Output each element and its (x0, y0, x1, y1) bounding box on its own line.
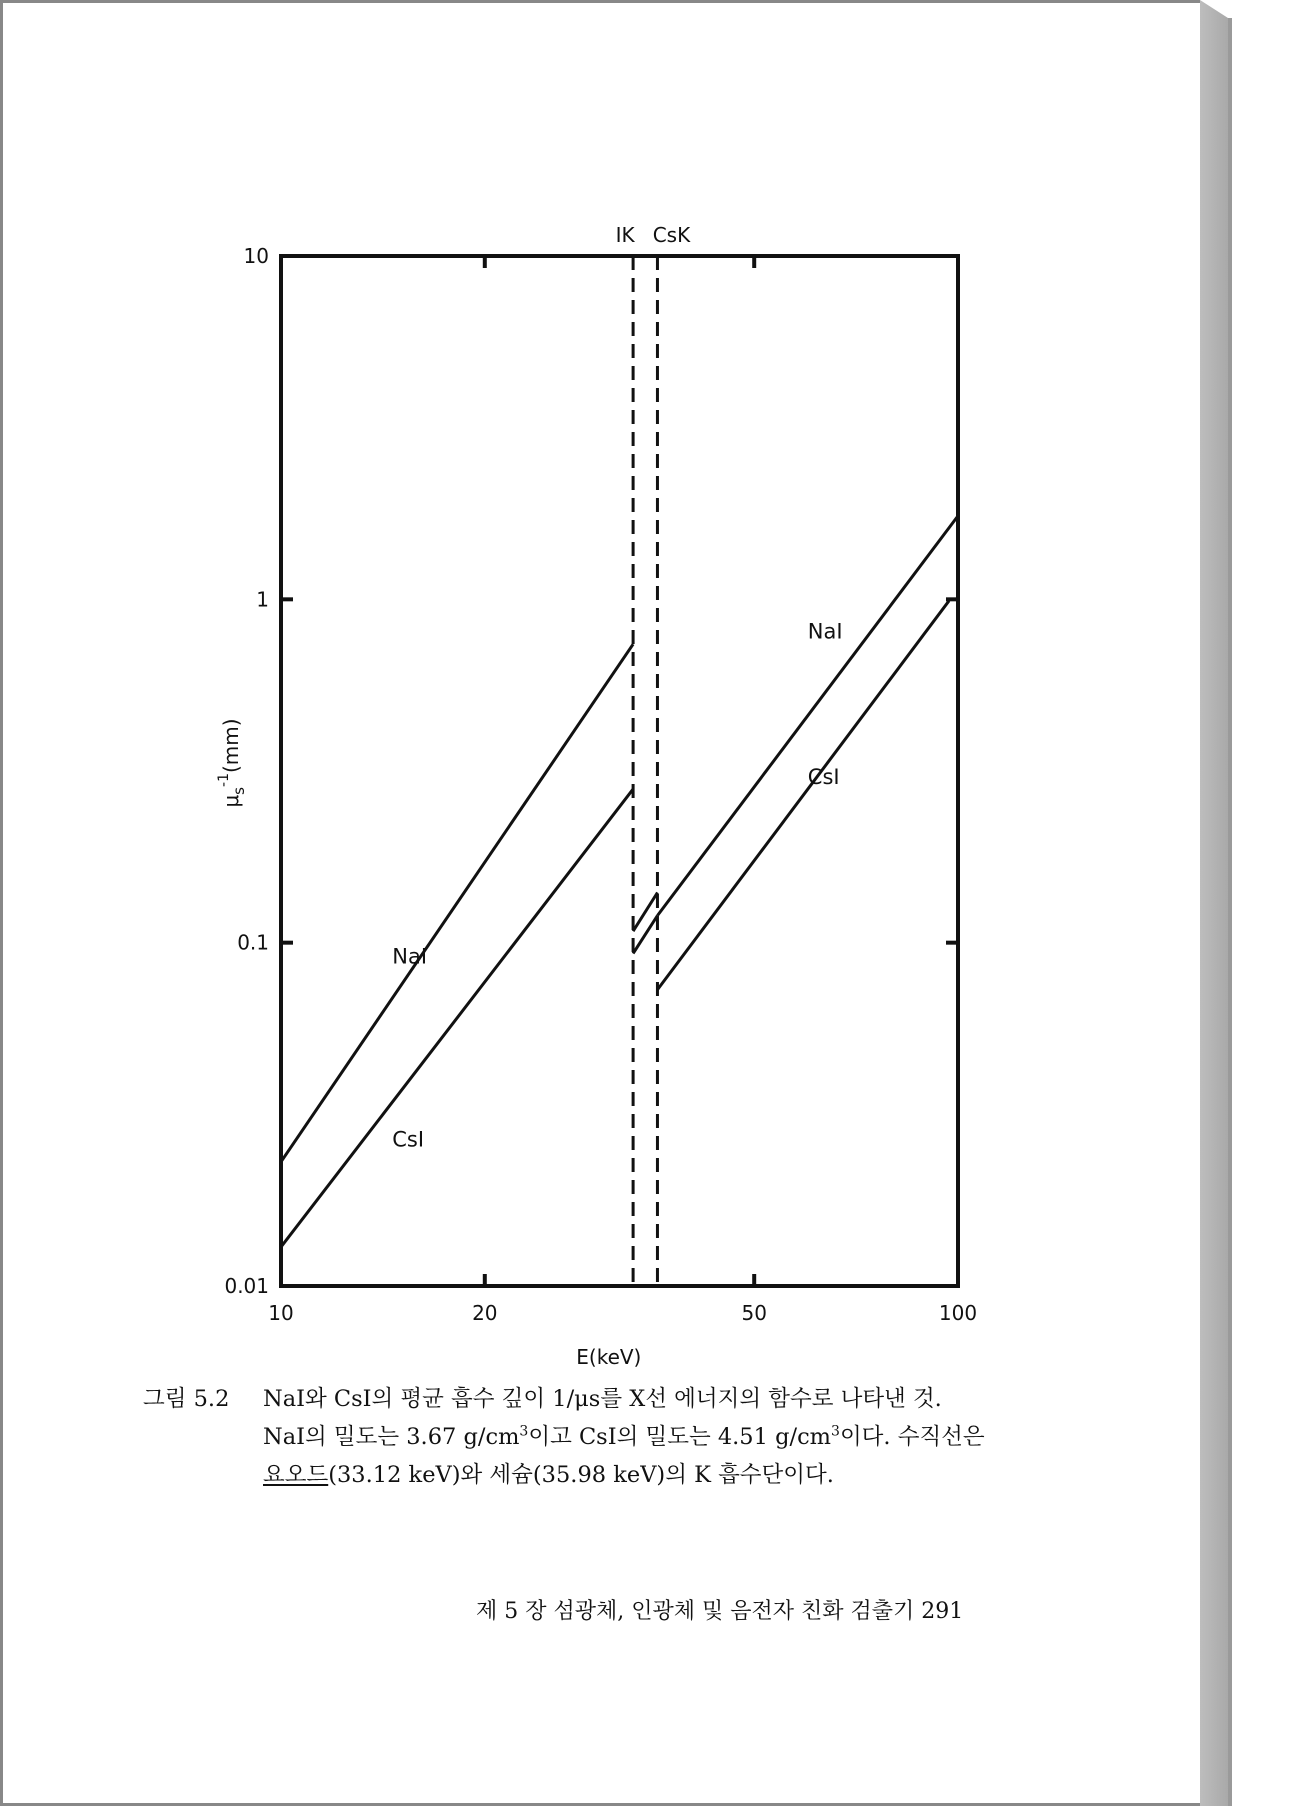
caption-line-2 (263, 1418, 1063, 1456)
series-csi-segment-1 (281, 789, 633, 1247)
caption-line-3 (263, 1456, 1063, 1494)
series-annotation-nai-0: NaI (392, 944, 428, 969)
caption-line-3-rest: (33.12 keV)와 세슘(35.98 keV)의 K 흡수단이다. (328, 1462, 834, 1488)
y-axis-label (216, 718, 248, 807)
y-axis-label-subscript: s (230, 786, 248, 795)
series-nai-segment-1 (281, 644, 633, 1162)
series-annotation-nai-2: NaI (807, 619, 843, 644)
x-axis-label: E(keV) (576, 1345, 642, 1369)
y-axis-label-superscript: -1 (216, 773, 232, 787)
running-footer: 제 5 장 섬광체, 인광체 및 음전자 친화 검출기 291 (476, 1599, 964, 1624)
y-tick-label-1: 0.1 (237, 930, 269, 955)
y-axis-label-unit: (mm) (219, 718, 243, 774)
k-edge-label-ik: IK (615, 223, 635, 247)
caption-figure-number: 그림 5.2 (143, 1386, 230, 1412)
y-axis-label-symbol: μ (219, 794, 243, 808)
y-tick-label-3: 10 (243, 244, 269, 268)
series-csi-segment-2 (633, 916, 657, 954)
caption-line-2-c: 이다. 수직선은 (839, 1424, 985, 1450)
plot-frame (281, 256, 958, 1286)
caption-iodine-term: 요오드 (263, 1462, 329, 1488)
y-tick-label-2: 1 (256, 587, 269, 612)
series-csi-segment-3 (658, 601, 950, 990)
caption-line-2-b: 이고 CsI의 밀도는 4.51 g/cm (528, 1424, 832, 1450)
x-tick-label-0: 10 (268, 1301, 294, 1325)
x-tick-label-1: 20 (472, 1301, 498, 1325)
x-tick-label-3: 100 (938, 1301, 978, 1325)
k-edge-label-csk: CsK (652, 223, 691, 247)
series-nai-segment-2 (633, 893, 657, 932)
caption-line-2-a: NaI의 밀도는 3.67 g/cm (263, 1424, 520, 1450)
series-annotation-csi-1: CsI (392, 1127, 425, 1152)
series-nai-segment-3 (658, 516, 959, 916)
x-tick-label-2: 50 (741, 1301, 767, 1325)
caption-superscript-2: 3 (831, 1423, 840, 1440)
caption-line-1: NaI와 CsI의 평균 흡수 깊이 1/μs를 X선 에너지의 함수로 나타낸 것. (263, 1386, 942, 1412)
series-annotation-csi-3: CsI (807, 764, 840, 789)
caption-superscript-1: 3 (519, 1423, 529, 1440)
y-tick-label-0: 0.01 (224, 1274, 269, 1298)
